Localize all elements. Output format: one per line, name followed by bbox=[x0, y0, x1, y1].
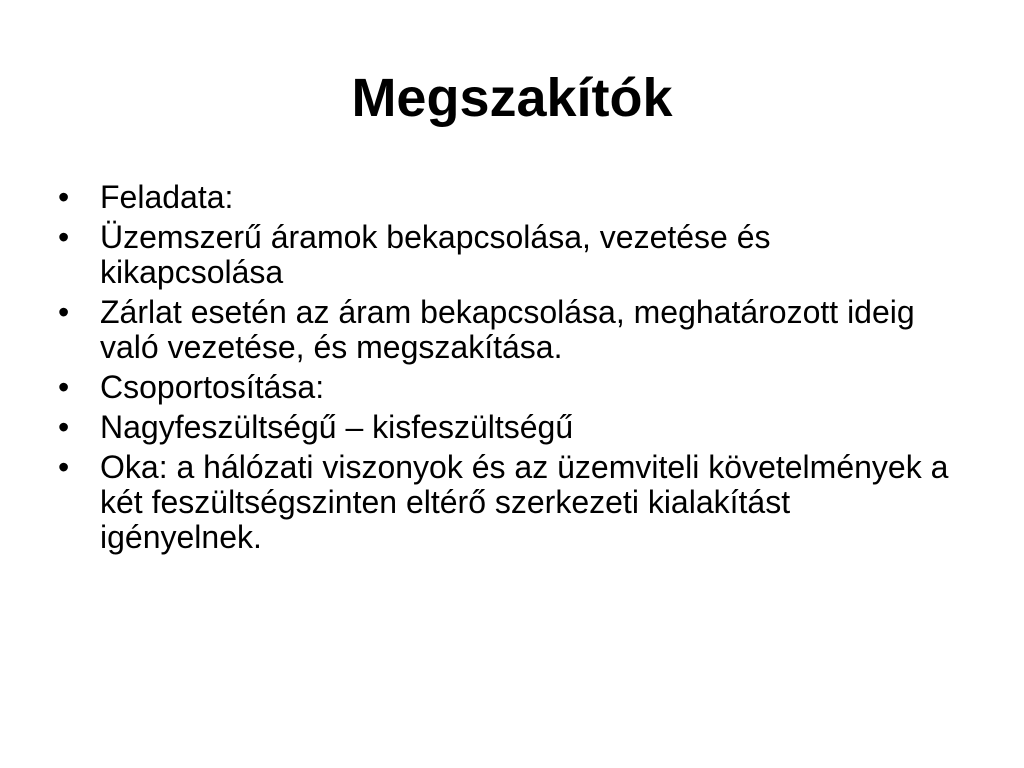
bullet-text: Oka: a hálózati viszonyok és az üzemviteli követelmények a két feszültségszinten eltérő szerkezeti kialakítást igényelnek. bbox=[100, 449, 949, 555]
bullet-dot-icon: • bbox=[58, 449, 70, 485]
bullet-dot-icon: • bbox=[58, 409, 70, 445]
bullet-text: Csoportosítása: bbox=[100, 369, 325, 405]
bullet-item-uzemszeru bbox=[58, 220, 958, 290]
bullet-dot-icon: • bbox=[58, 219, 70, 255]
bullet-dot-icon: • bbox=[58, 369, 70, 405]
bullet-item-csoportositasa bbox=[58, 370, 958, 405]
bullet-item-nagyfeszultsegu bbox=[58, 410, 958, 445]
slide-title: Megszakítók bbox=[351, 68, 673, 128]
bullet-list bbox=[58, 180, 958, 560]
bullet-text: Nagyfeszültségű – kisfeszültségű bbox=[100, 409, 574, 445]
bullet-text: Üzemszerű áramok bekapcsolása, vezetése és kikapcsolása bbox=[100, 219, 771, 290]
bullet-text: Feladata: bbox=[100, 179, 234, 215]
bullet-text: Zárlat esetén az áram bekapcsolása, meghatározott ideig való vezetése, és megszakítása. bbox=[100, 294, 915, 365]
bullet-item-zarlat bbox=[58, 295, 958, 365]
bullet-dot-icon: • bbox=[58, 179, 70, 215]
bullet-item-oka bbox=[58, 450, 958, 555]
bullet-dot-icon: • bbox=[58, 294, 70, 330]
bullet-item-feladata bbox=[58, 180, 958, 215]
